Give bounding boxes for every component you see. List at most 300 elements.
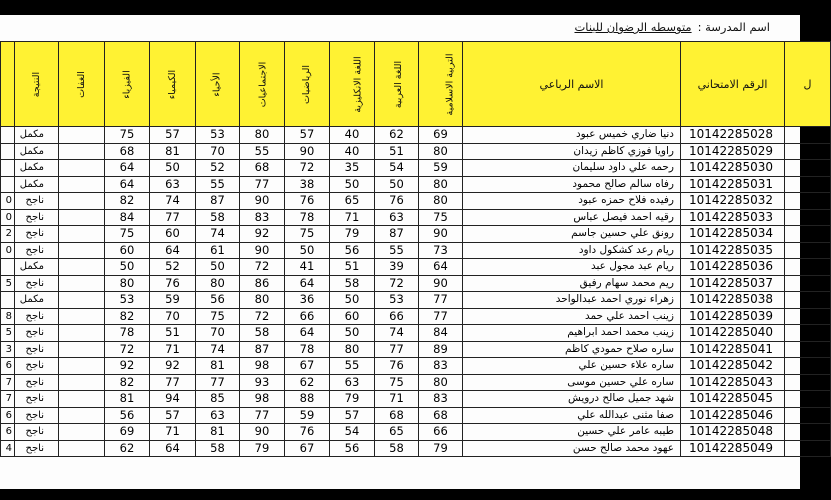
cell-result: ناجح	[15, 308, 59, 325]
cell-seq	[1, 292, 15, 309]
cell-biology: 52	[196, 160, 240, 177]
cell-islamic: 84	[419, 325, 463, 342]
cell-math: 64	[285, 325, 330, 342]
cell-islamic: 83	[419, 358, 463, 375]
cell-physics: 75	[105, 127, 150, 144]
cell-result: ناجح	[15, 275, 59, 292]
cell-english: 40	[330, 143, 375, 160]
cell-english: 79	[330, 226, 375, 243]
cell-english: 57	[330, 407, 375, 424]
cell-social: 98	[240, 391, 285, 408]
cell-social: 90	[240, 242, 285, 259]
cell-math: 90	[285, 143, 330, 160]
header-name: الاسم الرباعي	[463, 42, 681, 127]
cell-seq-right	[785, 275, 831, 292]
header-islamic: التربية الاسلامية	[419, 42, 463, 127]
cell-math: 72	[285, 160, 330, 177]
cell-physics: 62	[105, 440, 150, 457]
cell-seq: 2	[1, 226, 15, 243]
header-absences: الغفات	[59, 42, 105, 127]
cell-exam-no: 10142285036	[681, 259, 785, 276]
cell-chemistry: 74	[150, 193, 196, 210]
cell-math: 76	[285, 424, 330, 441]
cell-exam-no: 10142285034	[681, 226, 785, 243]
cell-seq-right	[785, 325, 831, 342]
cell-chemistry: 60	[150, 226, 196, 243]
cell-physics: 92	[105, 358, 150, 375]
cell-biology: 58	[196, 440, 240, 457]
cell-biology: 81	[196, 358, 240, 375]
cell-arabic: 58	[375, 440, 419, 457]
cell-absences	[59, 341, 105, 358]
results-sheet	[0, 15, 812, 489]
cell-absences	[59, 242, 105, 259]
cell-english: 51	[330, 259, 375, 276]
cell-chemistry: 77	[150, 209, 196, 226]
cell-arabic: 62	[375, 127, 419, 144]
cell-seq-right	[785, 226, 831, 243]
cell-name: رقيه احمد فيصل عباس	[463, 209, 681, 226]
cell-exam-no: 10142285033	[681, 209, 785, 226]
cell-social: 87	[240, 341, 285, 358]
cell-result: ناجح	[15, 242, 59, 259]
cell-exam-no: 10142285040	[681, 325, 785, 342]
cell-exam-no: 10142285032	[681, 193, 785, 210]
cell-seq	[1, 160, 15, 177]
cell-exam-no: 10142285029	[681, 143, 785, 160]
table-row	[1, 374, 831, 391]
cell-absences	[59, 275, 105, 292]
table-row	[1, 275, 831, 292]
cell-biology: 77	[196, 374, 240, 391]
table-row	[1, 209, 831, 226]
cell-arabic: 51	[375, 143, 419, 160]
cell-physics: 75	[105, 226, 150, 243]
cell-seq-right	[785, 391, 831, 408]
cell-seq-right	[785, 242, 831, 259]
cell-social: 83	[240, 209, 285, 226]
cell-exam-no: 10142285028	[681, 127, 785, 144]
cell-name: رونق علي حسين جاسم	[463, 226, 681, 243]
header-english: اللغة الانكليزية	[330, 42, 375, 127]
cell-result: ناجح	[15, 226, 59, 243]
cell-result: ناجح	[15, 209, 59, 226]
cell-biology: 61	[196, 242, 240, 259]
cell-english: 50	[330, 325, 375, 342]
table-row	[1, 226, 831, 243]
cell-absences	[59, 292, 105, 309]
cell-result: ناجح	[15, 407, 59, 424]
cell-absences	[59, 209, 105, 226]
cell-arabic: 54	[375, 160, 419, 177]
cell-english: 60	[330, 308, 375, 325]
school-label: اسم المدرسة :	[697, 20, 770, 34]
cell-biology: 80	[196, 275, 240, 292]
cell-result: مكمل	[15, 143, 59, 160]
cell-math: 67	[285, 440, 330, 457]
cell-arabic: 68	[375, 407, 419, 424]
cell-islamic: 73	[419, 242, 463, 259]
cell-chemistry: 64	[150, 440, 196, 457]
cell-islamic: 59	[419, 160, 463, 177]
cell-name: ريم محمد سهام رفيق	[463, 275, 681, 292]
header-math: الرياضيات	[285, 42, 330, 127]
cell-result: مكمل	[15, 176, 59, 193]
cell-arabic: 66	[375, 308, 419, 325]
cell-chemistry: 92	[150, 358, 196, 375]
cell-chemistry: 76	[150, 275, 196, 292]
cell-seq-right	[785, 341, 831, 358]
cell-english: 40	[330, 127, 375, 144]
cell-name: رفاه سالم صالح محمود	[463, 176, 681, 193]
cell-result: ناجح	[15, 374, 59, 391]
cell-seq: 0	[1, 209, 15, 226]
cell-seq	[1, 259, 15, 276]
cell-physics: 64	[105, 160, 150, 177]
cell-seq	[1, 127, 15, 144]
cell-absences	[59, 259, 105, 276]
cell-exam-no: 10142285049	[681, 440, 785, 457]
header-chemistry: الكيمياء	[150, 42, 196, 127]
header-cut	[1, 42, 15, 127]
school-name: متوسطه الرضوان للبنات	[574, 20, 692, 34]
cell-result: ناجح	[15, 391, 59, 408]
table-row	[1, 424, 831, 441]
table-row	[1, 143, 831, 160]
cell-english: 35	[330, 160, 375, 177]
cell-social: 55	[240, 143, 285, 160]
cell-chemistry: 81	[150, 143, 196, 160]
cell-name: رحمه علي داود سليمان	[463, 160, 681, 177]
header-arabic: اللغة العربية	[375, 42, 419, 127]
cell-seq-right	[785, 308, 831, 325]
table-row	[1, 391, 831, 408]
cell-physics: 82	[105, 374, 150, 391]
cell-seq-right	[785, 358, 831, 375]
cell-arabic: 75	[375, 374, 419, 391]
cell-english: 56	[330, 440, 375, 457]
cell-math: 78	[285, 209, 330, 226]
cell-absences	[59, 127, 105, 144]
cell-absences	[59, 374, 105, 391]
cell-seq: 0	[1, 242, 15, 259]
cell-math: 67	[285, 358, 330, 375]
cell-biology: 74	[196, 226, 240, 243]
cell-seq-right	[785, 160, 831, 177]
header-result: النتيجة	[15, 42, 59, 127]
header-exam-no: الرقم الامتحاني	[681, 42, 785, 127]
cell-social: 93	[240, 374, 285, 391]
cell-exam-no: 10142285045	[681, 391, 785, 408]
cell-math: 62	[285, 374, 330, 391]
cell-seq: 6	[1, 424, 15, 441]
cell-math: 50	[285, 242, 330, 259]
cell-seq: 5	[1, 325, 15, 342]
cell-social: 92	[240, 226, 285, 243]
cell-physics: 53	[105, 292, 150, 309]
cell-absences	[59, 440, 105, 457]
cell-seq	[1, 143, 15, 160]
cell-arabic: 76	[375, 193, 419, 210]
cell-english: 79	[330, 391, 375, 408]
cell-exam-no: 10142285039	[681, 308, 785, 325]
cell-english: 80	[330, 341, 375, 358]
cell-chemistry: 63	[150, 176, 196, 193]
table-row	[1, 358, 831, 375]
cell-biology: 81	[196, 424, 240, 441]
cell-islamic: 68	[419, 407, 463, 424]
cell-arabic: 50	[375, 176, 419, 193]
cell-math: 66	[285, 308, 330, 325]
cell-exam-no: 10142285042	[681, 358, 785, 375]
cell-seq	[1, 176, 15, 193]
cell-islamic: 90	[419, 226, 463, 243]
cell-social: 86	[240, 275, 285, 292]
cell-result: مكمل	[15, 259, 59, 276]
cell-social: 58	[240, 325, 285, 342]
cell-biology: 75	[196, 308, 240, 325]
cell-islamic: 79	[419, 440, 463, 457]
cell-english: 55	[330, 358, 375, 375]
cell-absences	[59, 391, 105, 408]
cell-absences	[59, 358, 105, 375]
table-row	[1, 176, 831, 193]
cell-biology: 70	[196, 143, 240, 160]
table-row	[1, 292, 831, 309]
header-biology: الأحياء	[196, 42, 240, 127]
cell-math: 36	[285, 292, 330, 309]
cell-chemistry: 51	[150, 325, 196, 342]
cell-biology: 70	[196, 325, 240, 342]
cell-exam-no: 10142285030	[681, 160, 785, 177]
cell-chemistry: 71	[150, 424, 196, 441]
cell-result: ناجح	[15, 358, 59, 375]
cell-biology: 55	[196, 176, 240, 193]
cell-english: 50	[330, 176, 375, 193]
cell-physics: 50	[105, 259, 150, 276]
cell-seq-right	[785, 440, 831, 457]
cell-chemistry: 57	[150, 127, 196, 144]
cell-seq: 7	[1, 374, 15, 391]
cell-name: زينب احمد علي حمد	[463, 308, 681, 325]
table-row	[1, 407, 831, 424]
cell-arabic: 76	[375, 358, 419, 375]
cell-biology: 50	[196, 259, 240, 276]
cell-math: 64	[285, 275, 330, 292]
cell-absences	[59, 308, 105, 325]
cell-name: عهود محمد صالح حسن	[463, 440, 681, 457]
cell-islamic: 80	[419, 176, 463, 193]
cell-seq-right	[785, 127, 831, 144]
cell-islamic: 89	[419, 341, 463, 358]
cell-arabic: 63	[375, 209, 419, 226]
cell-english: 63	[330, 374, 375, 391]
cell-social: 77	[240, 407, 285, 424]
cell-math: 88	[285, 391, 330, 408]
cell-biology: 63	[196, 407, 240, 424]
cell-physics: 80	[105, 275, 150, 292]
cell-seq-right	[785, 176, 831, 193]
cell-seq-right	[785, 292, 831, 309]
cell-arabic: 87	[375, 226, 419, 243]
cell-math: 59	[285, 407, 330, 424]
cell-chemistry: 64	[150, 242, 196, 259]
cell-name: راويا فوزي كاظم زيدان	[463, 143, 681, 160]
cell-exam-no: 10142285046	[681, 407, 785, 424]
cell-physics: 69	[105, 424, 150, 441]
cell-physics: 82	[105, 308, 150, 325]
header-social: الاجتماعيات	[240, 42, 285, 127]
cell-name: ريام رعد كشكول داود	[463, 242, 681, 259]
cell-arabic: 55	[375, 242, 419, 259]
cell-result: مكمل	[15, 292, 59, 309]
cell-physics: 60	[105, 242, 150, 259]
table-row	[1, 325, 831, 342]
cell-social: 79	[240, 440, 285, 457]
cell-physics: 68	[105, 143, 150, 160]
cell-islamic: 80	[419, 193, 463, 210]
cell-islamic: 66	[419, 424, 463, 441]
cell-biology: 53	[196, 127, 240, 144]
cell-arabic: 72	[375, 275, 419, 292]
cell-name: ساره علي حسين موسى	[463, 374, 681, 391]
cell-seq: 7	[1, 391, 15, 408]
cell-seq: 6	[1, 358, 15, 375]
cell-result: مكمل	[15, 160, 59, 177]
cell-seq-right	[785, 209, 831, 226]
cell-name: ريام عبد مجول عبد	[463, 259, 681, 276]
cell-exam-no: 10142285048	[681, 424, 785, 441]
cell-islamic: 80	[419, 374, 463, 391]
cell-social: 90	[240, 193, 285, 210]
cell-islamic: 90	[419, 275, 463, 292]
table-row	[1, 193, 831, 210]
cell-arabic: 65	[375, 424, 419, 441]
cell-name: رفيده فلاح حمزه عبود	[463, 193, 681, 210]
cell-seq-right	[785, 407, 831, 424]
table-row	[1, 242, 831, 259]
cell-result: ناجح	[15, 440, 59, 457]
cell-chemistry: 70	[150, 308, 196, 325]
cell-result: ناجح	[15, 325, 59, 342]
cell-islamic: 64	[419, 259, 463, 276]
cell-math: 57	[285, 127, 330, 144]
cell-name: زهراء نوري احمد عبدالواحد	[463, 292, 681, 309]
cell-social: 98	[240, 358, 285, 375]
cell-exam-no: 10142285038	[681, 292, 785, 309]
cell-social: 80	[240, 127, 285, 144]
table-row	[1, 259, 831, 276]
cell-seq-right	[785, 374, 831, 391]
cell-absences	[59, 325, 105, 342]
cell-chemistry: 77	[150, 374, 196, 391]
cell-absences	[59, 143, 105, 160]
cell-name: دنيا ضاري خميس عبود	[463, 127, 681, 144]
cell-exam-no: 10142285031	[681, 176, 785, 193]
header-physics: الفيزياء	[105, 42, 150, 127]
cell-english: 50	[330, 292, 375, 309]
cell-exam-no: 10142285035	[681, 242, 785, 259]
cell-arabic: 53	[375, 292, 419, 309]
cell-result: ناجح	[15, 424, 59, 441]
cell-seq-right	[785, 193, 831, 210]
cell-absences	[59, 160, 105, 177]
cell-math: 76	[285, 193, 330, 210]
cell-absences	[59, 424, 105, 441]
cell-biology: 74	[196, 341, 240, 358]
cell-absences	[59, 407, 105, 424]
cell-biology: 85	[196, 391, 240, 408]
cell-result: ناجح	[15, 193, 59, 210]
cell-chemistry: 71	[150, 341, 196, 358]
cell-chemistry: 57	[150, 407, 196, 424]
cell-seq: 8	[1, 308, 15, 325]
cell-islamic: 83	[419, 391, 463, 408]
cell-arabic: 77	[375, 341, 419, 358]
cell-result: ناجح	[15, 341, 59, 358]
cell-arabic: 74	[375, 325, 419, 342]
cell-english: 71	[330, 209, 375, 226]
cell-seq-right	[785, 424, 831, 441]
cell-absences	[59, 226, 105, 243]
cell-islamic: 75	[419, 209, 463, 226]
cell-physics: 82	[105, 193, 150, 210]
cell-social: 77	[240, 176, 285, 193]
cell-english: 56	[330, 242, 375, 259]
table-row	[1, 440, 831, 457]
cell-english: 54	[330, 424, 375, 441]
cell-islamic: 69	[419, 127, 463, 144]
cell-seq-right	[785, 143, 831, 160]
cell-physics: 78	[105, 325, 150, 342]
cell-seq: 6	[1, 407, 15, 424]
cell-social: 68	[240, 160, 285, 177]
header-seq: ل	[785, 42, 831, 127]
cell-name: ساره علاء حسين علي	[463, 358, 681, 375]
cell-math: 38	[285, 176, 330, 193]
cell-seq: 5	[1, 275, 15, 292]
cell-arabic: 39	[375, 259, 419, 276]
cell-name: ساره صلاح حمودي كاظم	[463, 341, 681, 358]
cell-physics: 56	[105, 407, 150, 424]
table-row	[1, 308, 831, 325]
cell-exam-no: 10142285037	[681, 275, 785, 292]
cell-social: 72	[240, 259, 285, 276]
cell-math: 41	[285, 259, 330, 276]
cell-seq: 4	[1, 440, 15, 457]
cell-social: 80	[240, 292, 285, 309]
cell-seq: 0	[1, 193, 15, 210]
cell-physics: 64	[105, 176, 150, 193]
table-row	[1, 127, 831, 144]
cell-result: مكمل	[15, 127, 59, 144]
cell-absences	[59, 193, 105, 210]
cell-seq-right	[785, 259, 831, 276]
cell-chemistry: 52	[150, 259, 196, 276]
cell-name: صفا مثنى عبدالله علي	[463, 407, 681, 424]
cell-name: شهد جميل صالح درويش	[463, 391, 681, 408]
results-table	[0, 41, 831, 457]
cell-chemistry: 59	[150, 292, 196, 309]
cell-exam-no: 10142285041	[681, 341, 785, 358]
cell-arabic: 71	[375, 391, 419, 408]
cell-biology: 87	[196, 193, 240, 210]
cell-biology: 58	[196, 209, 240, 226]
table-row	[1, 341, 831, 358]
cell-name: زينب محمد احمد ابراهيم	[463, 325, 681, 342]
cell-absences	[59, 176, 105, 193]
cell-math: 78	[285, 341, 330, 358]
